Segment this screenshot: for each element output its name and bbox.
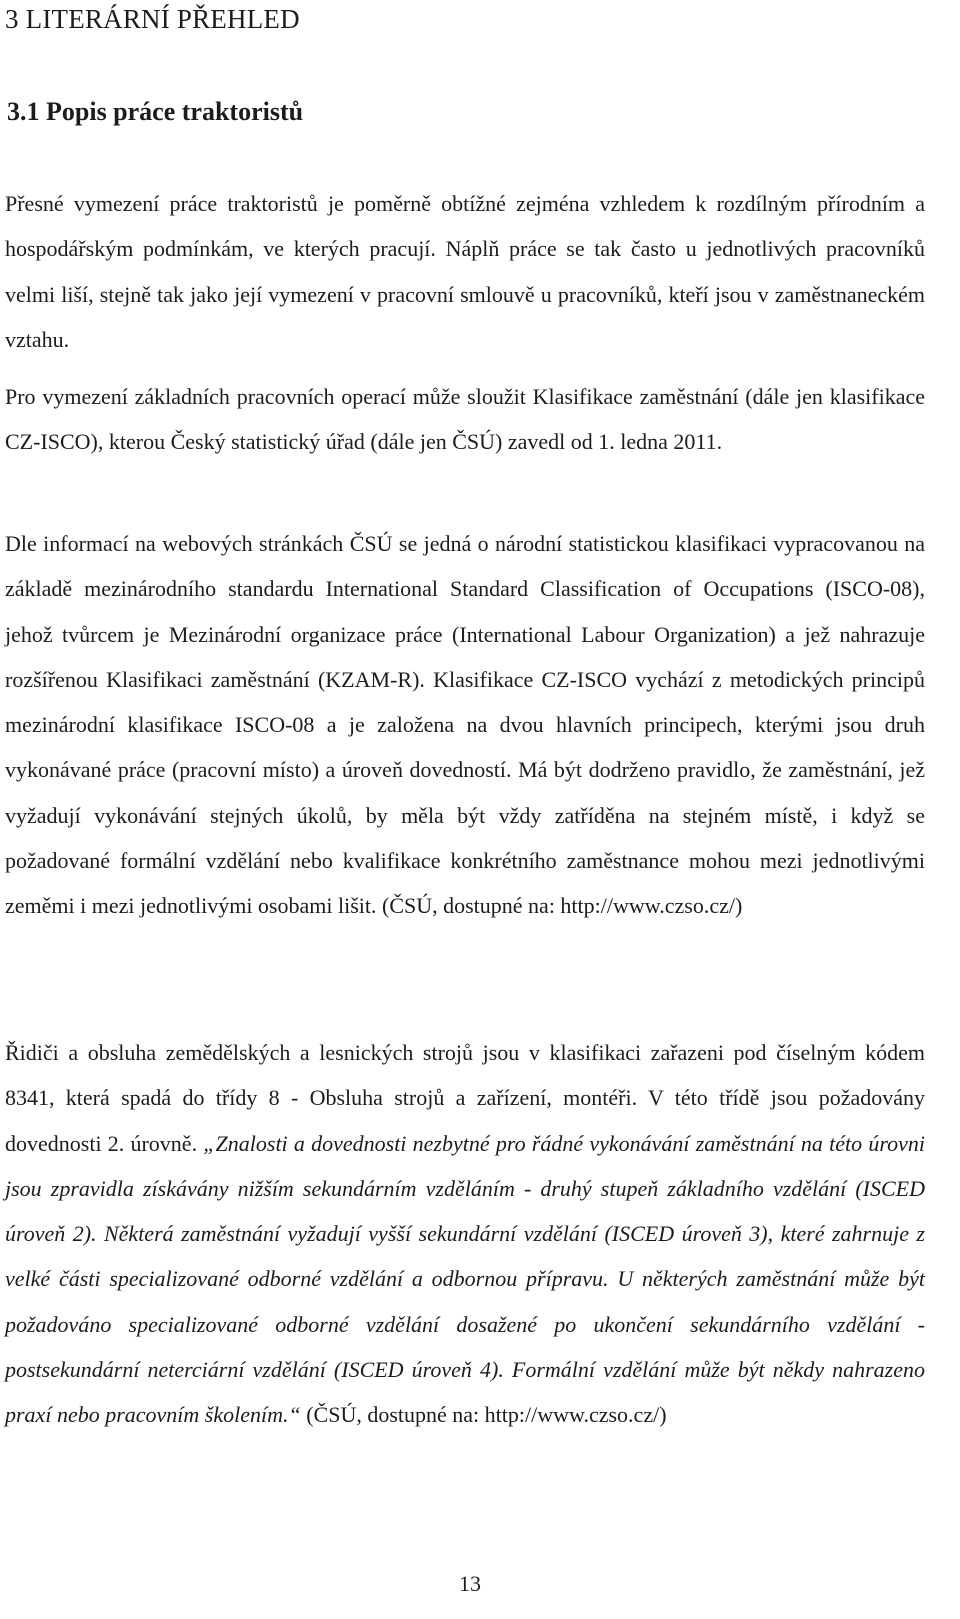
paragraph-4-quote: „Znalosti a dovednosti nezbytné pro řádné vykonávání zaměstnání na této úrovni jsou zpravidla získávány nižším sekundárním vzděláním - druhý stupeň základního vzdělání (ISCED úroveň 2). Některá zaměstnání vyžadují vyšší sekundární vzdělání (ISCED úroveň 3), které zahrnuje z velké části specializované odborné vzdělání a odbornou přípravu. U některých zaměstnání může být požadováno specializované odborné vzdělání dosažené po ukončení sekundárního vzdělání - postsekundární neterciární vzdělání (ISCED úroveň 4). Formální vzdělání může být někdy nahrazeno praxí nebo pracovním školením.“ [5,1130,925,1428]
page-number: 13 [459,1571,481,1596]
paragraph-4-intro: Řidiči a obsluha zemědělských a lesnických strojů jsou v klasifikaci zařazeni pod číselným kódem 8341, která spadá do třídy 8 - Obsluha strojů a zařízení, montéři. V této třídě jsou požadovány dovednosti 2. úrovně. [5,1040,925,1156]
paragraph-1: Přesné vymezení práce traktoristů je poměrně obtížné zejména vzhledem k rozdílným přírodním a hospodářským podmínkám, ve kterých pracují. Náplň práce se tak často u jednotlivých pracovníků velmi liší, stejně tak jako její vymezení v pracovní smlouvě u pracovníků, kteří jsou v zaměstnaneckém vztahu. [5,191,925,352]
paragraph-3: Dle informací na webových stránkách ČSÚ se jedná o národní statistickou klasifikaci vypracovanou na základě mezinárodního standardu International Standard Classification of Occupations (ISCO-08), jehož tvůrcem je Mezinárodní organizace práce (International Labour Organization) a jež nahrazuje rozšířenou Klasifikaci zaměstnání (KZAM-R). Klasifikace CZ-ISCO vychází z metodických principů mezinárodní klasifikace ISCO-08 a je založena na dvou hlavních principech, kterými jsou druh vykonávané práce (pracovní místo) a úroveň dovedností. Má být dodrženo pravidlo, že zaměstnání, jež vyžadují vykonávání stejných úkolů, by měla být vždy zatříděna na stejném místě, i když se požadované formální vzdělání nebo kvalifikace konkrétního zaměstnance mohou mezi jednotlivými zeměmi i mezi jednotlivými osobami lišit. (ČSÚ, dostupné na: http://www.czso.cz/) [5,531,925,919]
chapter-heading: 3 LITERÁRNÍ PŘEHLED [5,4,300,34]
section-heading: 3.1 Popis práce traktoristů [7,97,304,126]
paragraph-4 [5,1030,925,1438]
paragraph-4-citation: (ČSÚ, dostupné na: http://www.czso.cz/) [300,1402,667,1428]
paragraph-2: Pro vymezení základních pracovních operací může sloužit Klasifikace zaměstnání (dále jen klasifikace CZ-ISCO), kterou Český statistický úřad (dále jen ČSÚ) zavedl od 1. ledna 2011. [5,384,925,455]
